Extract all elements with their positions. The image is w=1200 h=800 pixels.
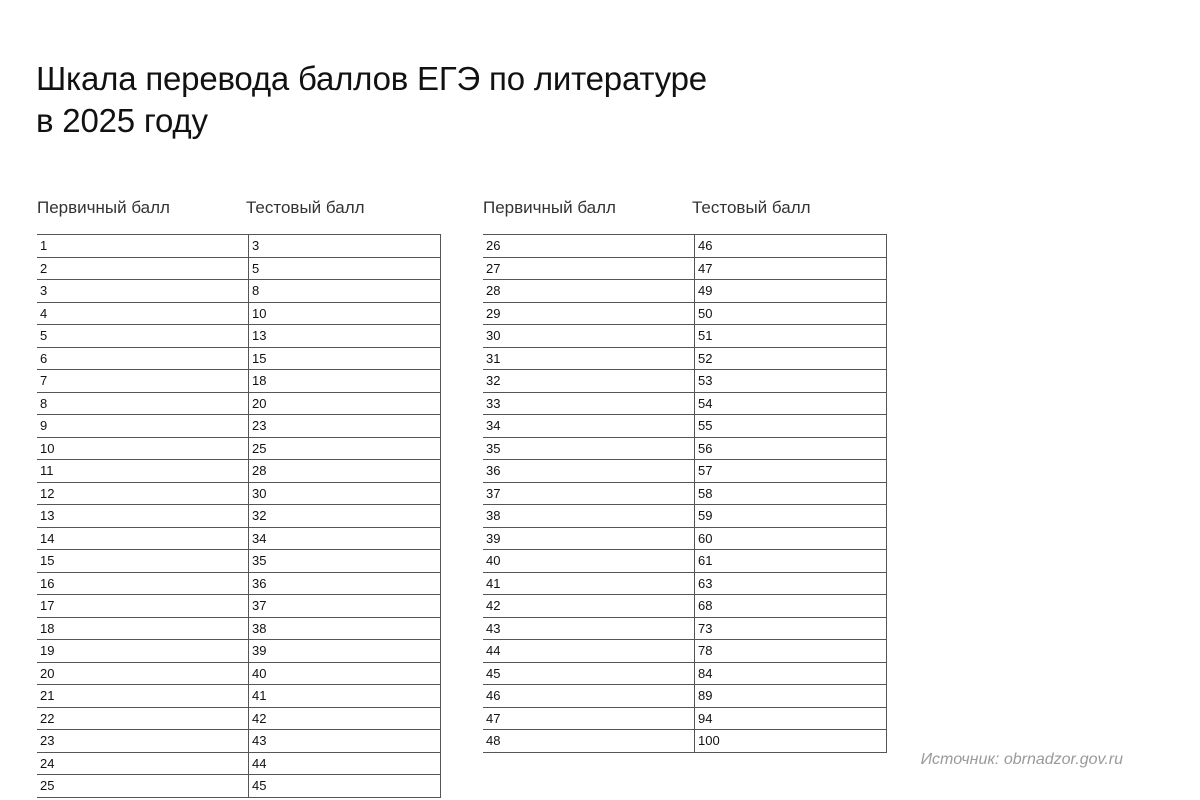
- test-score-cell: 13: [249, 325, 441, 348]
- table-row: [37, 437, 441, 460]
- primary-score-cell: 30: [483, 325, 695, 348]
- test-score-cell: 40: [249, 662, 441, 685]
- test-score-cell: 100: [695, 730, 887, 753]
- table-row: [37, 392, 441, 415]
- test-score-cell: 15: [249, 347, 441, 370]
- test-score-cell: 55: [695, 415, 887, 438]
- test-score-cell: 56: [695, 437, 887, 460]
- primary-score-cell: 1: [37, 235, 249, 258]
- page-title: [36, 58, 707, 142]
- primary-score-cell: 39: [483, 527, 695, 550]
- test-score-cell: 28: [249, 460, 441, 483]
- test-score-cell: 63: [695, 572, 887, 595]
- table-row: [483, 257, 887, 280]
- primary-score-cell: 28: [483, 280, 695, 303]
- primary-score-cell: 29: [483, 302, 695, 325]
- table-row: [483, 347, 887, 370]
- test-score-cell: 42: [249, 707, 441, 730]
- table-row: [483, 325, 887, 348]
- table-row: [37, 707, 441, 730]
- test-score-cell: 94: [695, 707, 887, 730]
- test-score-cell: 25: [249, 437, 441, 460]
- table-row: [483, 235, 887, 258]
- table-row: [483, 662, 887, 685]
- table-row: [37, 640, 441, 663]
- table-row: [483, 392, 887, 415]
- test-score-cell: 54: [695, 392, 887, 415]
- primary-score-cell: 48: [483, 730, 695, 753]
- table-row: [483, 415, 887, 438]
- test-score-cell: 44: [249, 752, 441, 775]
- primary-score-cell: 15: [37, 550, 249, 573]
- table-row: [37, 302, 441, 325]
- primary-score-cell: 13: [37, 505, 249, 528]
- table-row: [483, 730, 887, 753]
- table-row: [37, 527, 441, 550]
- primary-score-cell: 9: [37, 415, 249, 438]
- table-row: [483, 370, 887, 393]
- primary-score-cell: 12: [37, 482, 249, 505]
- test-score-cell: 59: [695, 505, 887, 528]
- primary-score-cell: 3: [37, 280, 249, 303]
- primary-score-cell: 21: [37, 685, 249, 708]
- table-row: [37, 730, 441, 753]
- test-score-cell: 58: [695, 482, 887, 505]
- test-score-cell: 32: [249, 505, 441, 528]
- column-header-test-score: Тестовый балл: [246, 198, 365, 217]
- test-score-cell: 50: [695, 302, 887, 325]
- test-score-cell: 39: [249, 640, 441, 663]
- primary-score-cell: 35: [483, 437, 695, 460]
- primary-score-cell: 16: [37, 572, 249, 595]
- primary-score-cell: 22: [37, 707, 249, 730]
- source-caption: Источник: obrnadzor.gov.ru: [920, 751, 1123, 768]
- primary-score-cell: 11: [37, 460, 249, 483]
- test-score-cell: 38: [249, 617, 441, 640]
- test-score-cell: 52: [695, 347, 887, 370]
- test-score-cell: 36: [249, 572, 441, 595]
- test-score-cell: 23: [249, 415, 441, 438]
- test-score-cell: 37: [249, 595, 441, 618]
- table-row: [37, 685, 441, 708]
- column-header-primary-score: Первичный балл: [483, 198, 616, 217]
- table-row: [483, 437, 887, 460]
- primary-score-cell: 25: [37, 775, 249, 798]
- column-header-test-score: Тестовый балл: [692, 198, 811, 217]
- test-score-cell: 73: [695, 617, 887, 640]
- table-row: [483, 505, 887, 528]
- primary-score-cell: 18: [37, 617, 249, 640]
- table-row: [37, 775, 441, 798]
- primary-score-cell: 41: [483, 572, 695, 595]
- table-row: [37, 347, 441, 370]
- primary-score-cell: 19: [37, 640, 249, 663]
- primary-score-cell: 43: [483, 617, 695, 640]
- primary-score-cell: 38: [483, 505, 695, 528]
- test-score-cell: 68: [695, 595, 887, 618]
- table-row: [37, 595, 441, 618]
- table-row: [37, 505, 441, 528]
- table-row: [483, 482, 887, 505]
- table-row: [37, 370, 441, 393]
- test-score-cell: 8: [249, 280, 441, 303]
- primary-score-cell: 20: [37, 662, 249, 685]
- primary-score-cell: 27: [483, 257, 695, 280]
- test-score-cell: 20: [249, 392, 441, 415]
- test-score-cell: 35: [249, 550, 441, 573]
- primary-score-cell: 42: [483, 595, 695, 618]
- primary-score-cell: 8: [37, 392, 249, 415]
- page-title-line-2: в 2025 году: [36, 102, 208, 139]
- test-score-cell: 60: [695, 527, 887, 550]
- table-row: [37, 415, 441, 438]
- test-score-cell: 41: [249, 685, 441, 708]
- table-row: [37, 617, 441, 640]
- test-score-cell: 61: [695, 550, 887, 573]
- primary-score-cell: 44: [483, 640, 695, 663]
- test-score-cell: 10: [249, 302, 441, 325]
- primary-score-cell: 34: [483, 415, 695, 438]
- test-score-cell: 84: [695, 662, 887, 685]
- score-table-right: [483, 234, 887, 753]
- table-row: [37, 257, 441, 280]
- primary-score-cell: 46: [483, 685, 695, 708]
- test-score-cell: 49: [695, 280, 887, 303]
- table-row: [483, 707, 887, 730]
- table-row: [483, 280, 887, 303]
- table-row: [483, 617, 887, 640]
- primary-score-cell: 7: [37, 370, 249, 393]
- test-score-cell: 43: [249, 730, 441, 753]
- primary-score-cell: 36: [483, 460, 695, 483]
- table-row: [483, 527, 887, 550]
- table-row: [483, 685, 887, 708]
- primary-score-cell: 2: [37, 257, 249, 280]
- test-score-cell: 47: [695, 257, 887, 280]
- table-row: [37, 460, 441, 483]
- table-row: [483, 595, 887, 618]
- table-row: [37, 325, 441, 348]
- table-row: [37, 235, 441, 258]
- page-title-line-1: Шкала перевода баллов ЕГЭ по литературе: [36, 60, 707, 97]
- primary-score-cell: 47: [483, 707, 695, 730]
- column-header-primary-score: Первичный балл: [37, 198, 170, 217]
- table-row: [37, 280, 441, 303]
- table-row: [37, 572, 441, 595]
- table-row: [483, 302, 887, 325]
- test-score-cell: 53: [695, 370, 887, 393]
- table-row: [483, 460, 887, 483]
- table-row: [37, 752, 441, 775]
- primary-score-cell: 33: [483, 392, 695, 415]
- test-score-cell: 78: [695, 640, 887, 663]
- test-score-cell: 34: [249, 527, 441, 550]
- test-score-cell: 89: [695, 685, 887, 708]
- test-score-cell: 18: [249, 370, 441, 393]
- table-row: [37, 662, 441, 685]
- test-score-cell: 46: [695, 235, 887, 258]
- primary-score-cell: 40: [483, 550, 695, 573]
- primary-score-cell: 31: [483, 347, 695, 370]
- test-score-cell: 5: [249, 257, 441, 280]
- test-score-cell: 51: [695, 325, 887, 348]
- table-row: [483, 640, 887, 663]
- primary-score-cell: 23: [37, 730, 249, 753]
- primary-score-cell: 24: [37, 752, 249, 775]
- primary-score-cell: 26: [483, 235, 695, 258]
- primary-score-cell: 6: [37, 347, 249, 370]
- primary-score-cell: 4: [37, 302, 249, 325]
- primary-score-cell: 32: [483, 370, 695, 393]
- primary-score-cell: 17: [37, 595, 249, 618]
- table-row: [483, 572, 887, 595]
- test-score-cell: 30: [249, 482, 441, 505]
- test-score-cell: 45: [249, 775, 441, 798]
- test-score-cell: 3: [249, 235, 441, 258]
- table-row: [37, 550, 441, 573]
- primary-score-cell: 5: [37, 325, 249, 348]
- test-score-cell: 57: [695, 460, 887, 483]
- score-table-left: [37, 234, 441, 798]
- primary-score-cell: 10: [37, 437, 249, 460]
- primary-score-cell: 14: [37, 527, 249, 550]
- primary-score-cell: 45: [483, 662, 695, 685]
- table-row: [37, 482, 441, 505]
- primary-score-cell: 37: [483, 482, 695, 505]
- table-row: [483, 550, 887, 573]
